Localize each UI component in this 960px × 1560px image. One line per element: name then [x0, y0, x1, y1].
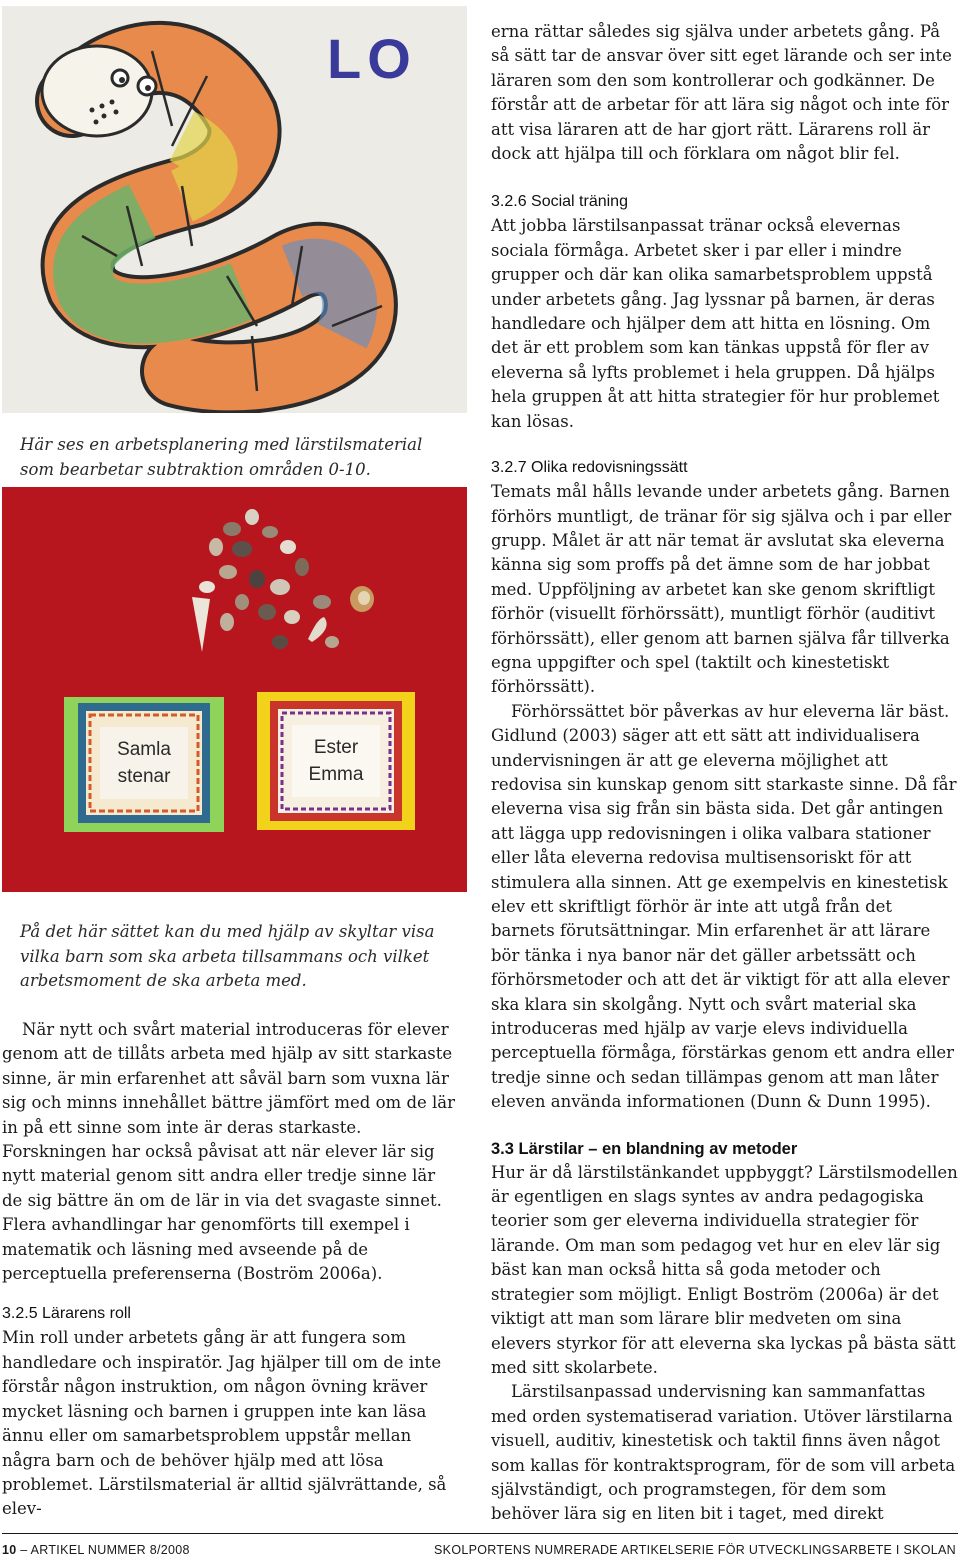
card-right-line1: Ester	[313, 737, 359, 758]
paragraph-lararens-roll: Min roll under arbetets gång är att fungera som handledare och inspiratör. Jag hjälper till om de inte förstår någon instruktion, om någon övning kräver mycket läsning och barnen i gruppen inte kan läsa ännu eller om samarbetsproblem uppstår mellan några barn och de behöver hjälp med att lösa problemet. Lärstilsmaterial är alltid självrättande, så elev-	[2, 1328, 447, 1519]
snake-label-text: LO	[327, 27, 417, 90]
heading-lararens-roll: 3.2.5 Lärarens roll	[2, 1305, 131, 1323]
caption-snake: Här ses en arbetsplanering med lärstilsmaterial som bearbetar subtraktion områden 0-10.	[20, 435, 423, 479]
right-column-body	[491, 20, 959, 1527]
left-column-body	[2, 1018, 460, 1522]
cards-stones-drawing	[2, 487, 467, 892]
footer-issue: – ARTIKEL NUMMER 8/2008	[20, 1543, 190, 1557]
footer-series: SKOLPORTENS NUMRERADE ARTIKELSERIE FÖR UTVECKLINGSARBETE I SKOLAN	[434, 1543, 956, 1557]
card-right	[257, 692, 415, 830]
snake-board-photo	[2, 6, 467, 413]
footer-left	[2, 1543, 190, 1557]
paragraph-intro: När nytt och svårt material introduceras för elever genom att de tillåts arbeta med hjälp av sitt starkaste sinne, är min erfarenhet att såväl barn som vuxna lär sig och minns innehållet bättre jämfört med om de lär in på ett sinne som inte är deras starkaste. Forskningen har också påvisat att när elever lär sig nytt material genom sitt andra eller tredje sinne lär de sig bättre än om de lär in via det svagaste sinnet. Flera avhandlingar har genomförts till exempel i matematik och läsning med avseende på de perceptuella preferenserna (Boström 2006a).	[2, 1020, 456, 1284]
card-left-line1: Samla	[117, 739, 171, 760]
paragraph-redovisningssatt-1: Temats mål hålls levande under arbetets gång. Barnen förhörs muntligt, de tränar för sig själva och i par eller grupp. Målet är att när temat är avslutat ska eleverna känna sig som proffs på det ämne som de har jobbat med. Uppföljning av arbetet kan ske genom skriftligt förhör (visuellt förhörssätt), muntligt förhör (auditivt förhörssätt), eller genom att barnen själva får tillverka egna uppgifter och spel (taktilt och kinestetiskt förhörssätt).	[491, 482, 952, 697]
snake-board-drawing	[2, 6, 467, 413]
heading-redovisningssatt: 3.2.7 Olika redovisningssätt	[491, 459, 688, 477]
card-left	[64, 697, 224, 832]
card-left-line2: stenar	[117, 766, 171, 787]
paragraph-redovisningssatt-2: Förhörssättet bör påverkas av hur eleverna lär bäst. Gidlund (2003) säger att ett sätt att individualisera undervisningen är att ge eleverna möjlighet att redovisa sin kunskap genom sitt starkaste sinne. Då får eleverna visa sig från sin bästa sida. Det går antingen att lägga upp redovisningen i olika valbara stationer eller låta eleverna redovisa multisensoriskt för att stimulera alla sinnen. Att ge exempelvis en kinestetisk elev ett skriftligt förhör är inte att utgå från det barnets förutsättningar. Min erfarenhet är att lärare bör tänka i nya banor när det gäller arbetssätt och förhörsmetoder och att det är viktigt för att alla elever ska klara sin skolgång. Nytt och svårt material ska introduceras med hjälp av varje elevs individuella perceptuella förmåga, förstärkas genom ett andra eller tredje sinne och sedan tillämpas genom att man låter eleven använda informationen (Dunn & Dunn 1995).	[491, 701, 957, 1112]
paragraph-larstilar-1: Hur är då lärstilstänkandet uppbyggt? Lärstilsmodellen är egentligen en slags syntes av andra pedagogiska teorier som ger eleverna individuella strategier för lärande. Om man som pedagog vet hur en elev lär sig bäst kan man också hitta så goda metoder och strategier som möjligt. Enligt Boström (2006a) är det viktigt att man som lärare blir medveten om sina elevers styrkor för att eleverna ska lyckas på bästa sätt med sitt skolarbete.	[491, 1162, 958, 1377]
cards-stones-photo	[2, 487, 467, 892]
heading-social-traning: 3.2.6 Social träning	[491, 193, 628, 211]
heading-larstilar: 3.3 Lärstilar – en blandning av metoder	[491, 1139, 798, 1158]
caption-cards: På det här sättet kan du med hjälp av skyltar visa vilka barn som ska arbeta tillsammans och vilket arbetsmoment de ska arbeta med.	[20, 922, 435, 990]
paragraph-larstilar-2: Lärstilsanpassad undervisning kan sammanfattas med orden systematiserad variation. Utöver lärstilarna visuell, auditiv, kinestetisk och taktil finns även något som kallas för kontraktsprogram, för de som vill arbeta självständigt, och programstegen, för dem som behöver lära sig en liten bit i taget, med direkt	[491, 1382, 956, 1524]
paragraph-social-traning: Att jobba lärstilsanpassat tränar också elevernas sociala förmåga. Arbetet sker i par eller i mindre grupper och där kan olika samarbetsproblem uppstå under arbetets gång. Jag lyssnar på barnen, är deras handledare och hjälper dem att hitta en lösning. Om det är ett problem som kan tänkas uppstå för fler av eleverna så lyfts problemet i hela gruppen. Då hjälps hela gruppen åt att hitta strategier för hur problemet kan lösas.	[491, 216, 940, 431]
paragraph-continuation: erna rättar således sig själva under arbetets gång. På så sätt tar de ansvar över sitt eget lärande och ser inte läraren som den som kontrollerar och godkänner. De förstår att de arbetar för att lära sig något och inte för att visa läraren att de har gjort rätt. Lärarens roll är dock att hjälpa till och förklara om något blir fel.	[491, 22, 952, 164]
footer-rule	[2, 1533, 958, 1534]
card-right-line2: Emma	[308, 764, 364, 785]
page-number: 10	[2, 1543, 17, 1557]
